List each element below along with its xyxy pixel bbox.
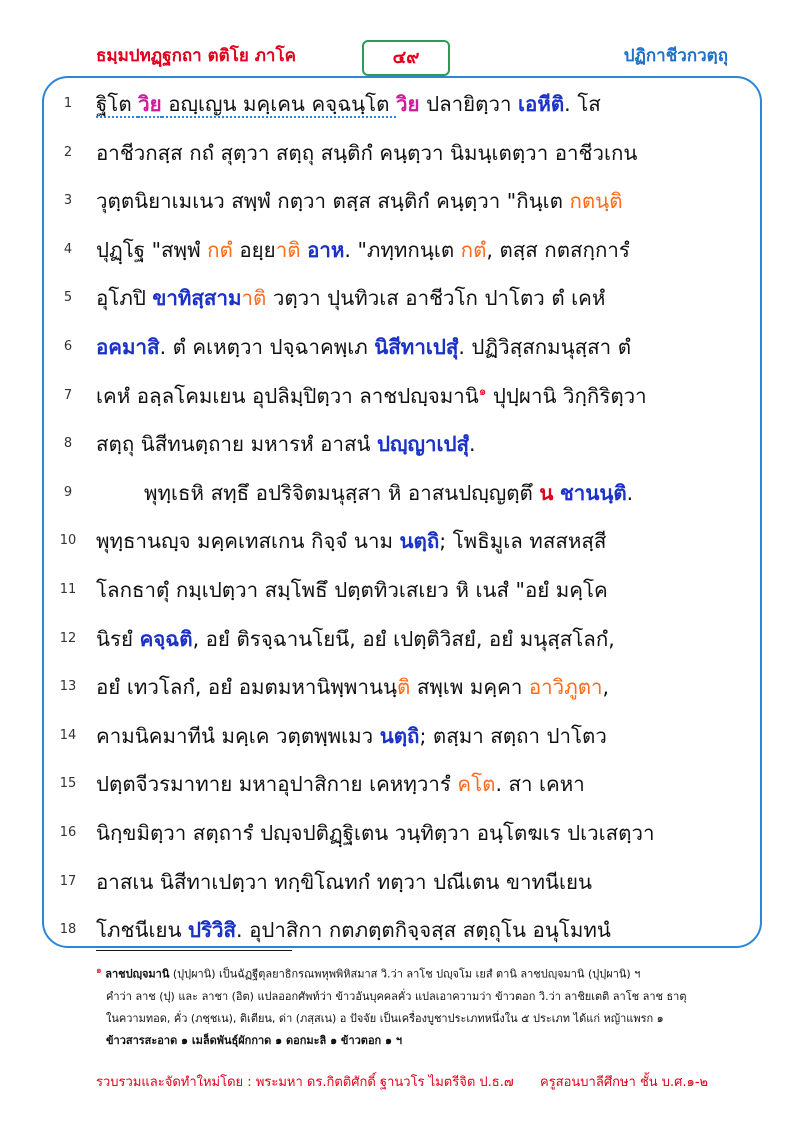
text-segment: กตํ bbox=[207, 237, 233, 262]
text-segment: ปุฏฺโฐ "สพฺพํ bbox=[96, 237, 208, 262]
text-segment: ติ bbox=[396, 675, 411, 700]
line-text bbox=[96, 615, 770, 664]
footnote-line-1 bbox=[96, 960, 716, 986]
text-segment: , bbox=[602, 675, 610, 700]
line-text bbox=[96, 226, 770, 275]
text-segment: กตํ bbox=[460, 237, 487, 262]
text-segment: , ตสฺส กตสกฺการํ bbox=[486, 237, 630, 262]
text-segment: ปญฺญาเปสุํ bbox=[377, 432, 470, 457]
text-segment: อาสเน นิสีทาเปตฺวา ทกฺขิโณทกํ ทตฺวา ปณีเตน ขาทนีเยน bbox=[96, 869, 593, 894]
text-line bbox=[48, 469, 738, 518]
text-segment: พุทฺเธหิ สทฺธึ อปริจิตมนุสฺสา หิ อาสนปญฺญตฺตึ bbox=[144, 480, 540, 505]
text-segment: โลกธาตุํ กมฺเปตฺวา สมฺโพธึ ปตฺตทิวเสเยว หิ เนสํ "อยํ มคฺโค bbox=[96, 577, 608, 602]
text-line bbox=[48, 517, 738, 566]
text-line bbox=[48, 129, 738, 178]
footnote-line-2: คำว่า ลาช (ปุ) และ ลาชา (อิต) แปลออกศัพท์ว่า ข้าวอันบุคคลคั่ว แปลเอาความว่า ข้าวตอก วิ.ว่า ลาชิยเตติ ลาโช ลาช ธาตุ bbox=[106, 989, 687, 1003]
text-line bbox=[48, 712, 738, 761]
text-segment: วิย bbox=[396, 92, 420, 116]
text-segment: อยฺย bbox=[232, 237, 276, 262]
text-line bbox=[48, 372, 738, 421]
text-segment: . อุปาสิกา กตภตฺตกิจฺจสฺส สตฺถุโน อนุโมทนํ bbox=[236, 918, 611, 943]
text-segment: ปลายิตฺวา bbox=[419, 92, 519, 116]
text-segment: . bbox=[626, 480, 634, 505]
text-segment: อาวิภูตา bbox=[528, 675, 603, 700]
text-segment: อคมาสิ bbox=[96, 334, 160, 359]
line-number: 9 bbox=[63, 484, 73, 500]
text-segment: สตฺถุ นิสีทนตฺถาย มหารหํ อาสนํ bbox=[96, 432, 378, 457]
footnote-line-4: ข้าวสารสะอาด ๑ เมล็ดพันธุ์ผักกาด ๑ ดอกมะลิ ๑ ข้าวตอก ๑ ฯ bbox=[106, 1033, 403, 1047]
line-text bbox=[96, 274, 770, 323]
text-line bbox=[48, 760, 738, 809]
text-segment: นิสีทาเปสุํ bbox=[374, 334, 459, 359]
text-line bbox=[48, 420, 738, 469]
text-line bbox=[48, 323, 738, 372]
text-segment: คามนิคมาทีนํ มคฺเค วตฺตพฺพเมว bbox=[96, 723, 380, 748]
line-number: 6 bbox=[63, 338, 73, 354]
line-number: 17 bbox=[59, 873, 77, 889]
text-segment: . โส bbox=[564, 92, 601, 116]
text-segment: สพฺเพ มคฺคา bbox=[410, 675, 529, 700]
text-line bbox=[48, 80, 738, 129]
text-segment: วุตฺตนิยาเมเนว สพฺพํ กตฺวา ตสฺส สนฺติกํ คนฺตฺวา "กินฺเต bbox=[96, 189, 570, 214]
line-number: 16 bbox=[59, 824, 77, 840]
line-text bbox=[96, 420, 770, 469]
text-line bbox=[48, 858, 738, 907]
line-text bbox=[96, 372, 770, 421]
text-segment: ; โพธิมูเล ทสสหสฺสี bbox=[439, 529, 607, 554]
text-segment: คจฺฉติ bbox=[139, 626, 193, 651]
line-number: 18 bbox=[59, 922, 77, 938]
text-segment: . ตํ คเหตฺวา ปจฺฉาคพฺเภ bbox=[159, 334, 375, 359]
line-text bbox=[96, 858, 770, 907]
footer-author: รวบรวมและจัดทำใหม่โดย : พระมหา ดร.กิตติศักดิ์ ฐานวโร ไมตรีจิต ป.ธ.๗ bbox=[96, 1075, 514, 1090]
line-number: 8 bbox=[63, 436, 73, 452]
text-segment: นิรยํ bbox=[96, 626, 140, 651]
text-segment: ปตฺตจีวรมาทาย มหาอุปาสิกาย เคหทฺวารํ bbox=[96, 772, 458, 797]
text-segment: าติ bbox=[241, 286, 267, 311]
footer-course: ครูสอนบาลีศึกษา ชั้น บ.ศ.๑-๒ bbox=[540, 1075, 709, 1090]
text-segment: . ปฏิวิสฺสกมนุสฺสา ตํ bbox=[458, 334, 632, 359]
line-number: 5 bbox=[63, 290, 73, 306]
header-title-right: ปฏิกาชีวกวตฺถุ bbox=[623, 46, 728, 66]
footnote-term: ลาชปญฺจมานิ bbox=[105, 967, 170, 981]
text-segment: อยํ เทวโลกํ, อยํ อมตมหานิพฺพานนฺ bbox=[96, 675, 397, 700]
text-segment: าติ bbox=[275, 237, 301, 262]
text-segment: อญฺเญน มคฺเคน คจฺฉนฺโต bbox=[161, 92, 397, 116]
line-text bbox=[96, 760, 770, 809]
header-title-left: ธมฺมปทฏฺฐกถา ตติโย ภาโค bbox=[96, 46, 296, 66]
text-segment: อาห bbox=[307, 237, 345, 262]
text-segment: ปริวิสิ bbox=[188, 918, 237, 943]
line-text bbox=[96, 566, 770, 615]
text-segment: เอหีติ bbox=[518, 92, 565, 116]
line-number: 1 bbox=[63, 96, 73, 111]
footnote-text-1: (ปุปฺผานิ) เป็นฉัฏฐีตุลยาธิกรณพหุพพิหิสมาส วิ.ว่า ลาโช ปญฺจโม เยสํ ตานิ ลาชปญฺจมานิ (ปุปฺผานิ) ฯ bbox=[169, 967, 641, 981]
text-segment: . สา เคหา bbox=[495, 772, 585, 797]
footnote-ref: ๑ bbox=[478, 383, 487, 398]
line-text bbox=[96, 663, 770, 712]
line-number: 4 bbox=[63, 241, 73, 257]
footnote-marker: ๑ bbox=[96, 966, 102, 976]
text-segment: ขาทิสฺสาม bbox=[152, 286, 242, 311]
text-segment: โภชนีเยน bbox=[96, 918, 188, 943]
text-segment: วตฺวา ปุนทิวเส อาชีวโก ปาโตว ตํ เคหํ bbox=[266, 286, 606, 311]
pali-text-body bbox=[48, 80, 738, 955]
line-number: 14 bbox=[59, 727, 77, 743]
text-segment: นตฺถิ bbox=[379, 723, 420, 748]
text-segment: ปุปฺผานิ วิกฺกิริตฺวา bbox=[486, 383, 647, 408]
text-line bbox=[48, 226, 738, 275]
line-number: 12 bbox=[59, 630, 77, 646]
line-number: 10 bbox=[59, 533, 77, 549]
text-segment: . "ภทฺทกนฺเต bbox=[344, 237, 461, 262]
footnote bbox=[96, 960, 716, 1052]
line-number: 7 bbox=[63, 387, 73, 403]
line-text bbox=[96, 177, 770, 226]
text-line bbox=[48, 615, 738, 664]
text-segment: น bbox=[539, 480, 554, 505]
text-segment: อุโภปิ bbox=[96, 286, 153, 311]
line-number: 2 bbox=[63, 144, 73, 160]
text-segment: เคหํ อลฺลโคมเยน อุปลิมฺปิตฺวา ลาชปญฺจมานิ bbox=[96, 383, 479, 408]
text-segment: นิกฺขมิตฺวา สตฺถารํ ปญฺจปติฏฺฐิเตน วนฺทิตฺวา อนฺโตฆเร ปเวเสตฺวา bbox=[96, 820, 655, 845]
text-line bbox=[48, 177, 738, 226]
text-segment: คโต bbox=[457, 772, 496, 797]
line-text bbox=[96, 712, 770, 761]
text-segment: ชานนฺติ bbox=[559, 480, 627, 505]
text-line bbox=[48, 809, 738, 858]
line-text bbox=[96, 129, 770, 178]
line-text bbox=[96, 809, 770, 858]
line-text bbox=[96, 906, 770, 955]
text-line bbox=[48, 566, 738, 615]
line-text bbox=[144, 469, 770, 518]
text-segment: พุทฺธานญฺจ มคฺคเทสเกน กิจฺจํ นาม bbox=[96, 529, 400, 554]
footnote-line-3: ในความทอด, คั่ว (ภชฺชเน), ติเตียน, ด่า (ภสฺสเน) อ ปัจจัย เป็นเครื่องบูชาประเภทหนึ่งใน ๕ ประเภท ได้แก่ หญ้าแพรก ๑ bbox=[106, 1011, 664, 1025]
text-segment: กตนฺติ bbox=[569, 189, 623, 214]
line-text bbox=[96, 323, 770, 372]
line-number: 15 bbox=[59, 776, 77, 792]
footnote-divider bbox=[96, 950, 292, 951]
line-text bbox=[96, 80, 770, 129]
text-segment: ฐิโต bbox=[96, 92, 139, 116]
text-segment: วิย bbox=[138, 92, 162, 116]
page-number-badge: ๔๙ bbox=[362, 40, 450, 76]
text-line bbox=[48, 906, 738, 955]
text-segment: ; ตสฺมา สตฺถา ปาโตว bbox=[419, 723, 607, 748]
line-number: 11 bbox=[59, 581, 77, 597]
text-segment: อาชีวกสฺส กถํ สุตฺวา สตฺถุ สนฺติกํ คนฺตฺวา นิมนฺเตตฺวา อาชีวเกน bbox=[96, 140, 638, 165]
text-line bbox=[48, 663, 738, 712]
text-segment: นตฺถิ bbox=[399, 529, 440, 554]
line-text bbox=[96, 517, 770, 566]
line-number: 3 bbox=[63, 193, 73, 209]
text-segment: . bbox=[469, 432, 476, 457]
text-segment: , อยํ ติรจฺฉานโยนึ, อยํ เปตฺติวิสยํ, อยํ มนุสฺสโลกํ, bbox=[192, 626, 615, 651]
text-line bbox=[48, 274, 738, 323]
line-number: 13 bbox=[59, 679, 77, 695]
